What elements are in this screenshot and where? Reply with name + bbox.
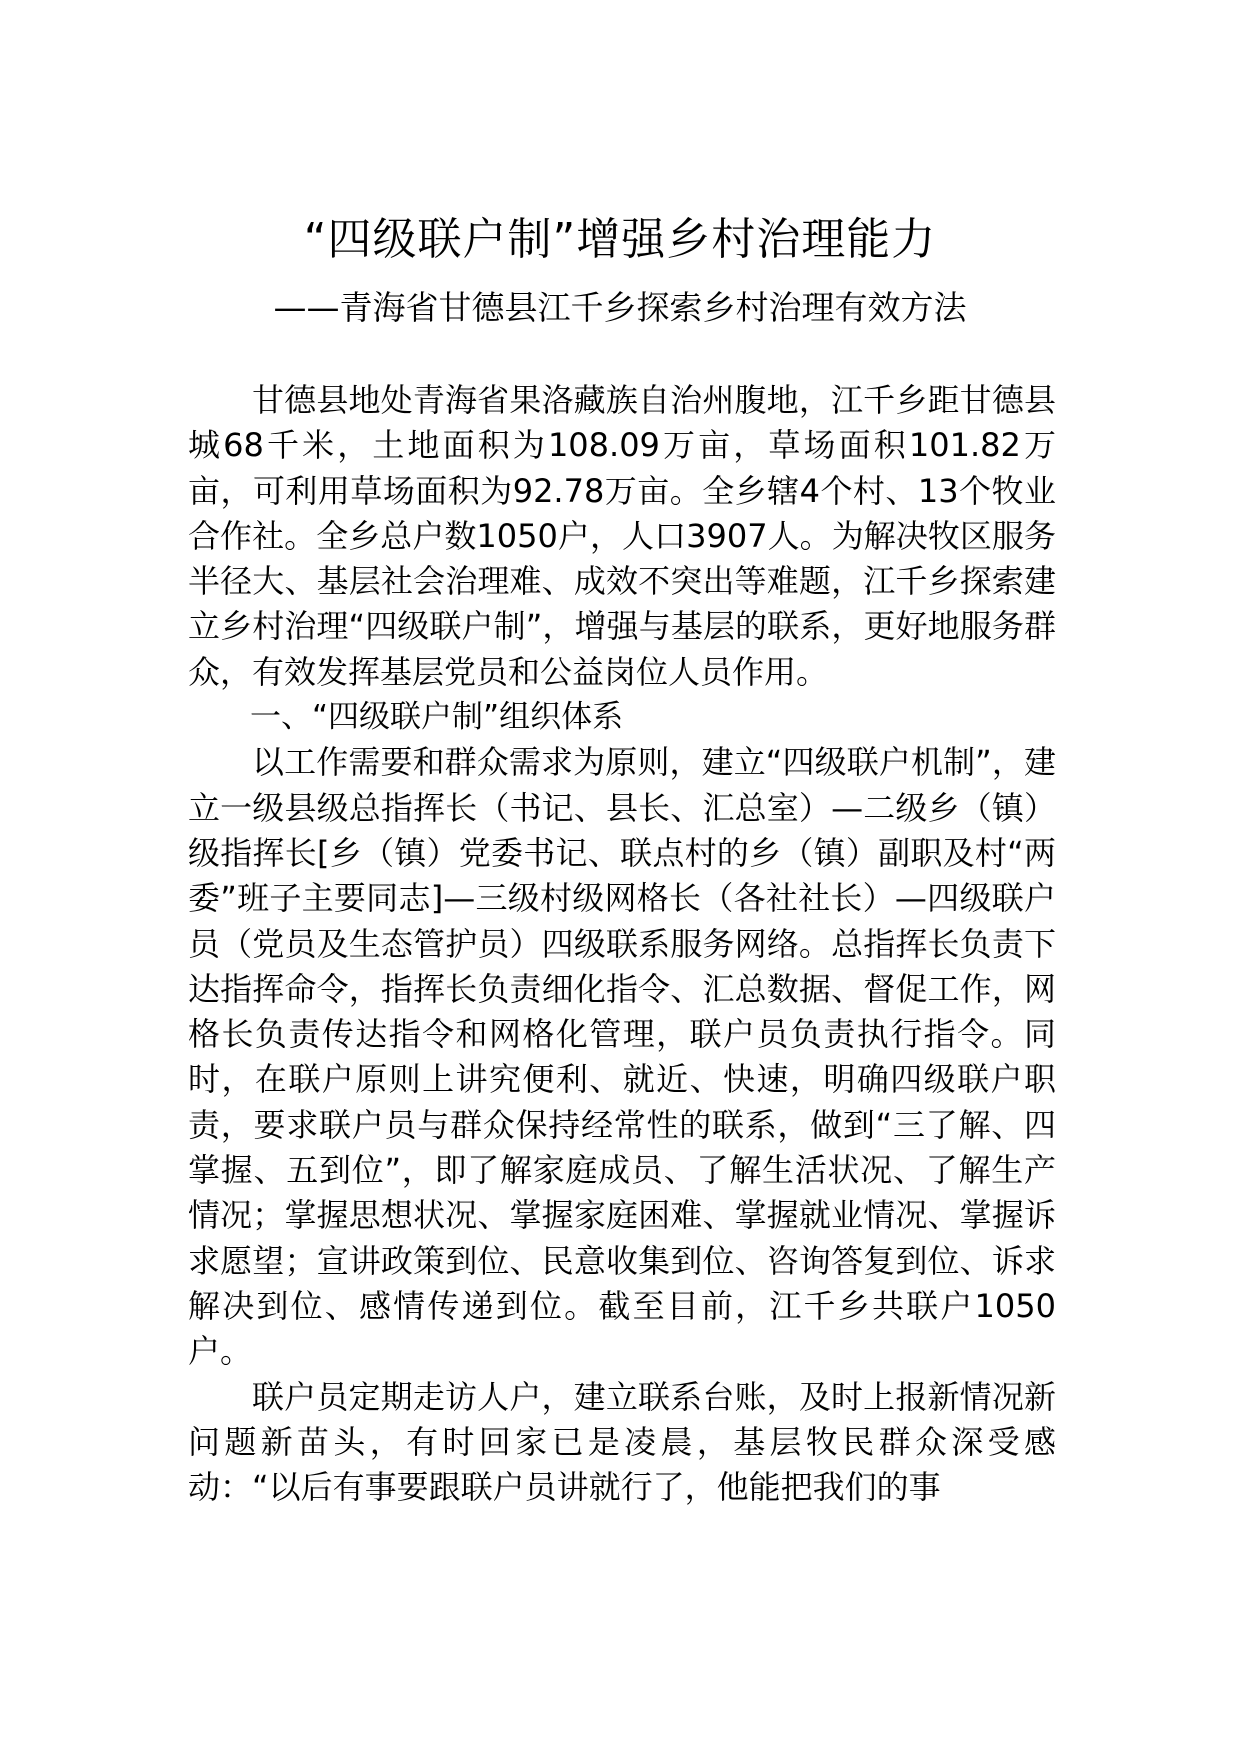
paragraph-visits: 联户员定期走访人户，建立联系台账，及时上报新情况新问题新苗头，有时回家已是凌晨，基层牧民群众深受感动：“以后有事要跟联户员讲就行了，他能把我们的事	[188, 1377, 1056, 1507]
document-title: “四级联户制”增强乡村治理能力	[303, 214, 937, 265]
paragraph-organization: 以工作需要和群众需求为原则，建立“四级联户机制”，建立一级县级总指挥长（书记、县长、汇总室）—二级乡（镇）级指挥长[乡（镇）党委书记、联点村的乡（镇）副职及村“两委”班子主要同志]—三级村级网格长（各社社长）—四级联户员（党员及生态管护员）四级联系服务网络。总指挥长负责下达指挥命令，指挥长负责细化指令、汇总数据、督促工作，网格长负责传达指令和网格化管理，联户员负责执行指令。同时，在联户原则上讲究便利、就近、快速，明确四级联户职责，要求联户员与群众保持经常性的联系，做到“三了解、四掌握、五到位”，即了解家庭成员、了解生活状况、了解生产情况；掌握思想状况、掌握家庭困难、掌握就业情况、掌握诉求愿望；宣讲政策到位、民意收集到位、咨询答复到位、诉求解决到位、感情传递到位。截至目前，江千乡共联户1050户。	[188, 743, 1056, 1371]
document-subtitle: ——青海省甘德县江千乡探索乡村治理有效方法	[273, 288, 967, 327]
paragraph-intro: 甘德县地处青海省果洛藏族自治州腹地，江千乡距甘德县城68千米，土地面积为108.09万亩，草场面积101.82万亩，可利用草场面积为92.78万亩。全乡辖4个村、13个牧业合作社。全乡总户数1050户，人口3907人。为解决牧区服务半径大、基层社会治理难、成效不突出等难题，江千乡探索建立乡村治理“四级联户制”，增强与基层的联系，更好地服务群众，有效发挥基层党员和公益岗位人员作用。	[188, 381, 1056, 691]
section-heading-1: 一、“四级联户制”组织体系	[250, 699, 624, 736]
document-body	[188, 378, 1056, 1510]
